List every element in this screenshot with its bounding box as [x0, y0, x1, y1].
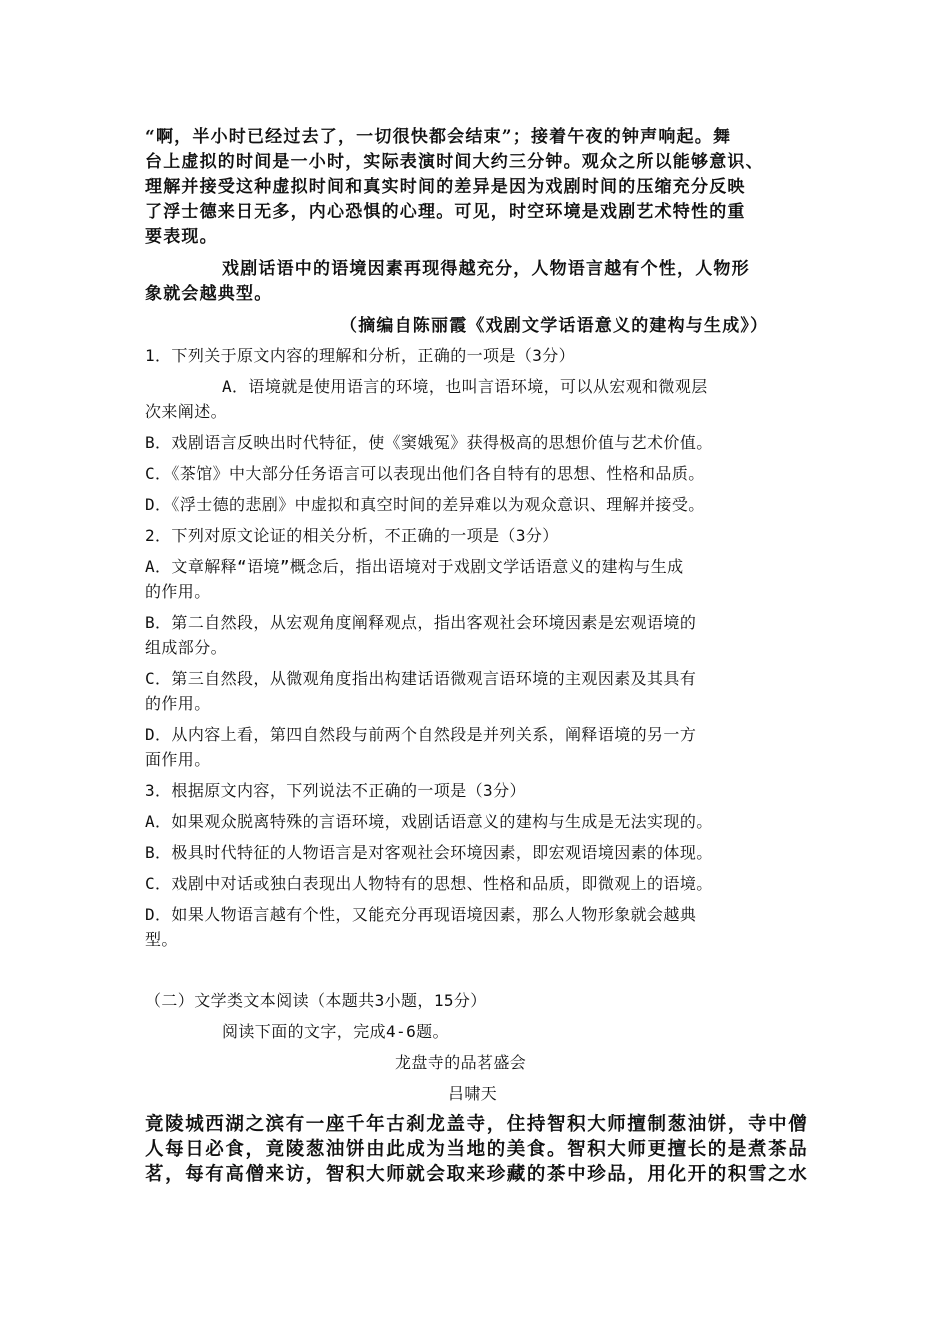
- question-3-option-d: D．如果人物语言越有个性，又能充分再现语境因素，那么人物形象就会越典: [145, 905, 697, 924]
- question-1-option-d: D．《浮士德的悲剧》中虚拟和真空时间的差异难以为观众意识、理解并接受。: [145, 495, 705, 514]
- question-1-option-b: B．戏剧语言反映出时代特征，使《窦娥冤》获得极高的思想价值与艺术价值。: [145, 433, 713, 452]
- question-1-option-a: A．语境就是使用语言的环境，也叫言语环境，可以从宏观和微观层: [222, 377, 708, 396]
- passage-line: “啊，半小时已经过去了，一切很快都会结束”；接着午夜的钟声响起。舞: [145, 127, 732, 147]
- question-2-option-d: D．从内容上看，第四自然段与前两个自然段是并列关系，阐释语境的另一方: [145, 725, 697, 744]
- question-3-option-a: A．如果观众脱离特殊的言语环境，戏剧话语意义的建构与生成是无法实现的。: [145, 812, 713, 831]
- question-2-stem: 2．下列对原文论证的相关分析，不正确的一项是（3分）: [145, 526, 559, 545]
- story-title: 龙盘寺的品茗盛会: [395, 1053, 527, 1072]
- passage-line: 台上虚拟的时间是一小时，实际表演时间大约三分钟。观众之所以能够意识、: [145, 152, 764, 172]
- section-heading: （二）文学类文本阅读（本题共3小题，15分）: [145, 991, 487, 1010]
- question-1-option-a-cont: 次来阐述。: [145, 402, 228, 421]
- question-2-option-c-cont: 的作用。: [145, 694, 211, 713]
- question-2-option-c: C．第三自然段，从微观角度指出构建话语微观言语环境的主观因素及其具有: [145, 669, 697, 688]
- story-body-line: 茗，每有高僧来访，智积大师就会取来珍藏的茶中珍品，用化开的积雪之水: [145, 1164, 809, 1185]
- source-citation: （摘编自陈丽霞《戏剧文学话语意义的建构与生成》）: [340, 316, 769, 336]
- question-2-option-b-cont: 组成部分。: [145, 638, 228, 657]
- passage-line: 了浮士德来日无多，内心恐惧的心理。可见，时空环境是戏剧艺术特性的重: [145, 202, 746, 222]
- story-body-line: 竟陵城西湖之滨有一座千年古刹龙盖寺，住持智积大师擅制葱油饼，寺中僧: [145, 1114, 809, 1135]
- question-1-stem: 1．下列关于原文内容的理解和分析，正确的一项是（3分）: [145, 346, 576, 365]
- section-instruction: 阅读下面的文字，完成4-6题。: [222, 1022, 449, 1041]
- passage-line: 要表现。: [145, 227, 218, 247]
- question-3-stem: 3．根据原文内容，下列说法不正确的一项是（3分）: [145, 781, 526, 800]
- story-body-line: 人每日必食，竟陵葱油饼由此成为当地的美食。智积大师更擅长的是煮茶品: [145, 1139, 809, 1160]
- conclusion-line: 象就会越典型。: [145, 284, 273, 304]
- question-2-option-d-cont: 面作用。: [145, 750, 211, 769]
- question-3-option-c: C．戏剧中对话或独白表现出人物特有的思想、性格和品质，即微观上的语境。: [145, 874, 713, 893]
- passage-line: 理解并接受这种虚拟时间和真实时间的差异是因为戏剧时间的压缩充分反映: [145, 177, 746, 197]
- question-3-option-d-cont: 型。: [145, 930, 178, 949]
- question-1-option-c: C．《茶馆》中大部分任务语言可以表现出他们各自特有的思想、性格和品质。: [145, 464, 705, 483]
- question-2-option-a-cont: 的作用。: [145, 582, 211, 601]
- story-author: 吕啸天: [448, 1084, 498, 1103]
- question-2-option-a: A．文章解释“语境”概念后，指出语境对于戏剧文学话语意义的建构与生成: [145, 557, 684, 576]
- conclusion-line: 戏剧话语中的语境因素再现得越充分，人物语言越有个性，人物形: [222, 259, 750, 279]
- question-3-option-b: B．极具时代特征的人物语言是对客观社会环境因素，即宏观语境因素的体现。: [145, 843, 713, 862]
- question-2-option-b: B．第二自然段，从宏观角度阐释观点，指出客观社会环境因素是宏观语境的: [145, 613, 697, 632]
